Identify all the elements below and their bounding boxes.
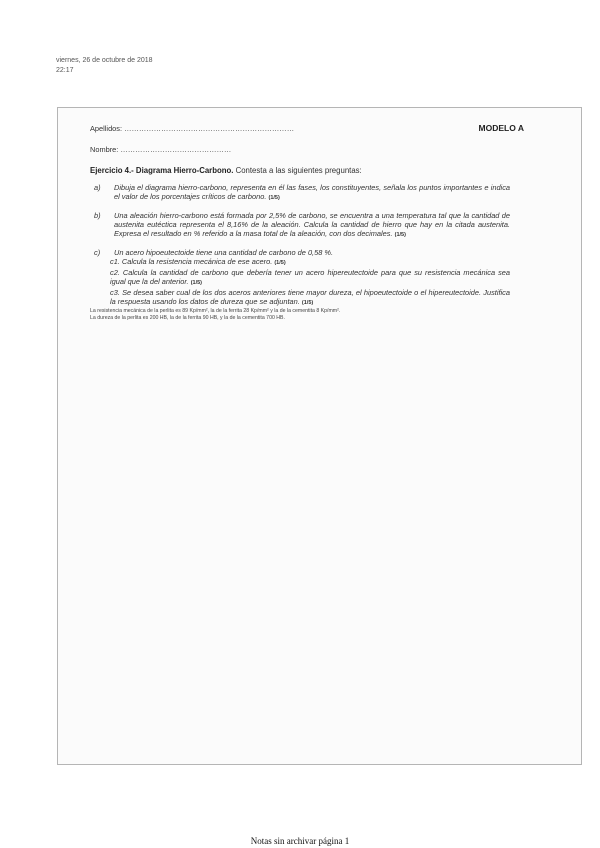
question-b xyxy=(90,211,510,240)
scanned-document xyxy=(57,107,582,765)
data-note-hardness: La dureza de la perlita es 200 HB, la de la ferrita 90 HB, y la de la cementita 700 HB. xyxy=(90,315,285,321)
document-body xyxy=(90,123,524,322)
subquestion-c1 xyxy=(90,257,510,268)
note-date: viernes, 26 de octubre de 2018 xyxy=(56,57,153,64)
question-b-label: b) xyxy=(94,211,101,220)
data-note-resistance: La resistencia mecánica de la perlita es 89 Kp/mm², la de la ferrita 28 Kp/mm² y la de la cementita 8 Kp/mm². xyxy=(90,308,341,314)
exercise-title: Ejercicio 4.- Diagrama Hierro-Carbono. xyxy=(90,166,234,175)
question-a-text: Dibuja el diagrama hierro-carbono, representa en él las fases, los constituyentes, señala los puntos importantes e indica el valor de los porcentajes críticos de carbono. xyxy=(114,183,510,201)
apellidos-field: Apellidos: …………………………………………………………… xyxy=(90,124,295,133)
subquestion-c2-text: c2. Calcula la cantidad de carbono que debería tener un acero hipereutectoide para que su resistencia mecánica sea igual que la del anterior. xyxy=(110,268,510,286)
exercise-heading xyxy=(90,166,510,175)
page-footer: Notas sin archivar página 1 xyxy=(250,836,350,846)
note-time: 22:17 xyxy=(56,67,74,74)
subquestion-c2 xyxy=(90,268,510,288)
nombre-field: Nombre: ……………………………………… xyxy=(90,145,232,154)
question-a xyxy=(90,183,510,203)
question-c xyxy=(90,248,510,257)
subquestion-c3-points: (1/5) xyxy=(301,300,314,306)
exercise-instruction: Contesta a las siguientes preguntas: xyxy=(233,166,362,175)
question-c-label: c) xyxy=(94,248,101,257)
question-c-text: Un acero hipoeutectoide tiene una cantidad de carbono de 0,58 %. xyxy=(114,248,334,257)
question-a-points: (1/5) xyxy=(268,195,280,201)
modelo-label: MODELO A xyxy=(478,123,524,133)
question-b-text: Una aleación hierro-carbono está formada por 2,5% de carbono, se encuentra a una temperatura tal que la cantidad de austenita eutéctica representa el 8,16% de la aleación. Calcula la cantidad de hierro que hay en la citada austenita. Expresa el resultado en % referido a la masa total de la aleación, con dos decimales. xyxy=(114,211,510,238)
apellidos-row xyxy=(90,123,524,133)
subquestion-c1-points: (1/5) xyxy=(274,260,286,266)
subquestion-c2-points: (1/5) xyxy=(190,280,202,286)
note-header xyxy=(56,56,153,76)
question-a-label: a) xyxy=(94,183,101,192)
subquestion-c1-text: c1. Calcula la resistencia mecánica de ese acero. xyxy=(110,257,273,266)
question-b-points: (1/5) xyxy=(394,232,406,238)
subquestion-c3 xyxy=(90,288,510,308)
subquestion-c3-text: c3. Se desea saber cual de los dos aceros anteriores tiene mayor dureza, el hipoeutectoide o el hipereutectoide. Justifica la respuesta usando los datos de dureza que se adjuntan. xyxy=(110,288,510,306)
